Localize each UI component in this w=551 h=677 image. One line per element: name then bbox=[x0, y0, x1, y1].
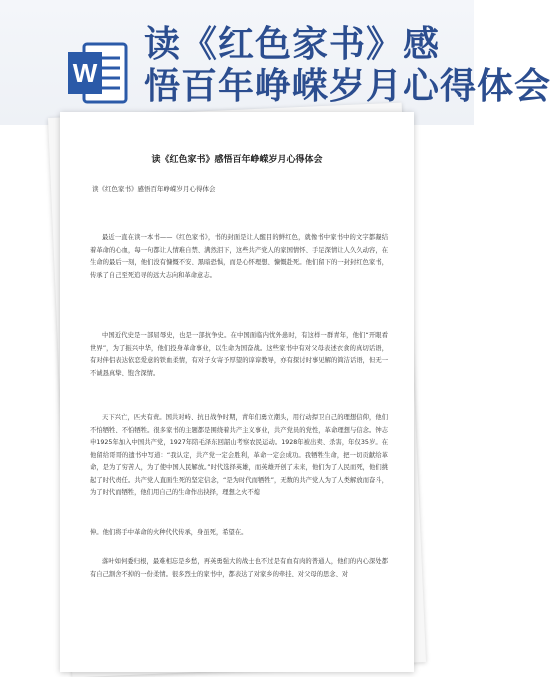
banner-title bbox=[144, 24, 551, 108]
document-banner bbox=[0, 0, 551, 125]
paragraph-5: 落叶如何委归根，最难相忘是乡愁，再英勇强大的战士也不过是有血有肉的普通人，他们的内心深处都有自己割舍不掉的一份柔情。很多烈士的家书中，都表达了对家乡的牵挂、对父母的思念、对 bbox=[90, 558, 388, 578]
document-subtitle: 读《红色家书》感悟百年峥嵘岁月心得体会 bbox=[92, 185, 216, 193]
word-document-icon bbox=[66, 38, 128, 108]
document-page bbox=[60, 112, 414, 672]
banner-title-line-1: 读《红色家书》感 bbox=[144, 24, 441, 65]
paragraph-3: 天下兴亡，匹夫有责。国共对峙、抗日战争时期，青年们勇立潮头，用行动捍卫自己的理想信仰，他们不怕牺牲、不怕牺牲。很多家书的主题都是围绕着共产主义事业，共产党员的党性，革命理想与信念。钟志申1925年加入中国共产党，1927年陪毛泽东回韶山考察农民运动。1928年被出卖、杀害，年仅35岁。在他留给哥哥的遗书中写道：“我认定，共产党一定会胜利，革命一定会成功。我牺牲生命，把一切贡献给革命，是为了穷苦人，为了使中国人民解放。”时代选择英雄，而英雄开创了未来，他们为了人民而死，他们挑起了时代责任。共产党人直面生死的坚定信念，“是为时代而牺牲”，无数的共产党人为了人类解放而奋斗，为了时代而牺牲，他们用自己的生命作出抉择，理想之火不熄 bbox=[90, 414, 388, 496]
banner-title-line-2: 悟百年峥嵘岁月心得体会 bbox=[144, 66, 551, 107]
word-icon-letter: W bbox=[72, 58, 98, 88]
paragraph-2: 中国近代史是一部屈辱史，也是一部抗争史。在中国面临内忧外患时，有这样一群青年，他们“开眼看世界”，为了振兴中华，他们投身革命事业，以生命为国奋战。这些家书中有对父母表述衣食的真切话语，有对伴侣表达依恋爱意的铁血柔情，有对子女寄予厚望的谆谆教导，亦有探讨时事见解的简洁话语，但无一不诚恳真挚、饱含深情。 bbox=[90, 332, 388, 377]
paragraph-1: 最近一直在读一本书——《红色家书》，书的封面是让人醒目的鲜红色，就像书中家书中的文字都凝结着革命的心血，每一句都让人情难自禁、满然泪下，这些共产党人的家国情怀、手足深情让人久久动容，在生命的最后一刻，他们没有慷慨不安、黑暗恐惧，而是心怀理想、慷慨赴死。他们留下的一封封红色家书，传承了自己至死追寻的远大志向和革命意志。 bbox=[90, 234, 388, 279]
paragraph-4: 伸。他们将手中革命的火种代代传承，身虽死，希望在。 bbox=[90, 529, 248, 536]
document-title: 读《红色家书》感悟百年峥嵘岁月心得体会 bbox=[151, 155, 323, 165]
